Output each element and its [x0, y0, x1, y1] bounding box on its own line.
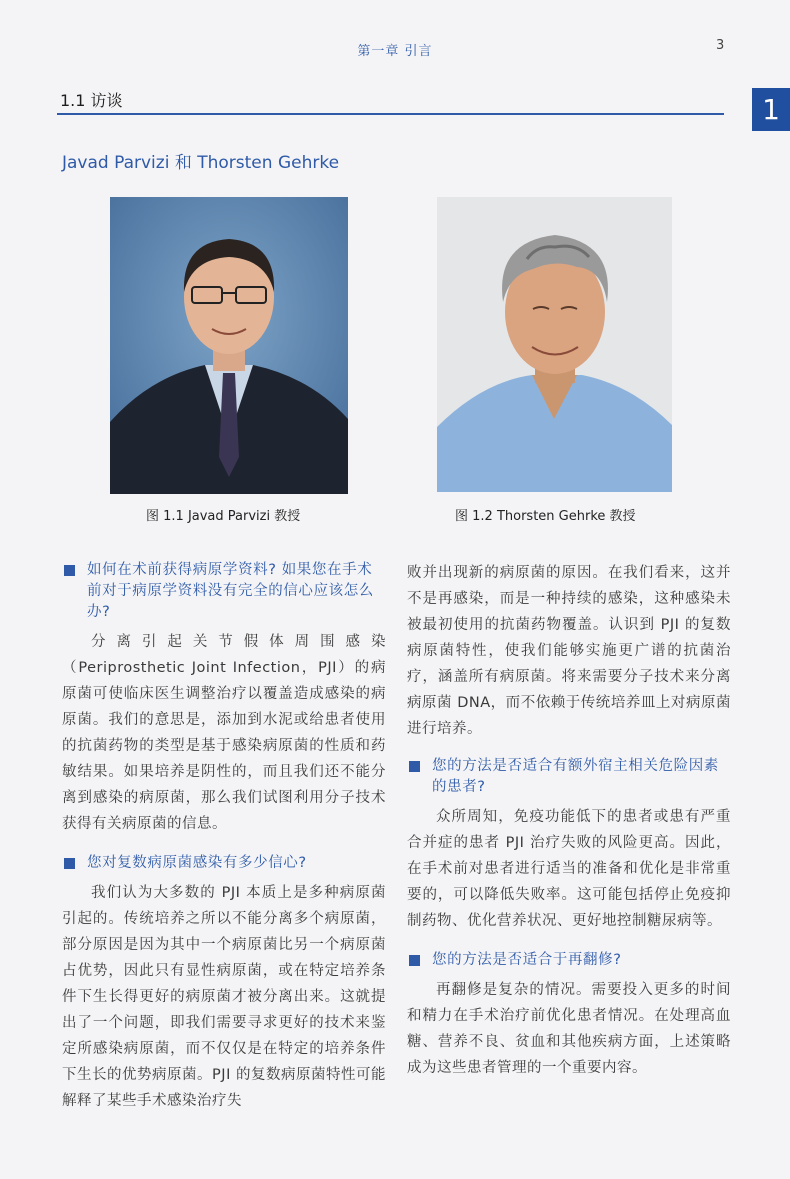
square-bullet-icon — [64, 565, 75, 576]
question-text: 您的方法是否适合于再翻修? — [432, 952, 622, 968]
answer-paragraph: 分离引起关节假体周围感染（Periprosthetic Joint Infection，PJI）的病原菌可使临床医生调整治疗以覆盖造成感染的病原菌。我们的意思是，添加到水泥或给患者使用的抗菌药物的类型是基于感染病原菌的性质和药敏结果。如果培养是阴性的，而且我们还不能分离到感染的病原菌，那么我们试图利用分子技术获得有关病原菌的信息。 — [62, 634, 386, 832]
question-heading — [62, 853, 386, 874]
right-column — [407, 560, 731, 1081]
answer-paragraph: 我们认为大多数的 PJI 本质上是多种病原菌引起的。传统培养之所以不能分离多个病原菌，部分原因是因为其中一个病原菌比另一个病原菌占优势，因此只有显性病原菌，或在特定培养条件下生长得更好的病原菌才被分离出来。这就提出了一个问题，即我们需要寻求更好的技术来鉴定所感染病原菌，而不仅仅是在特定的培养条件下生长的优势病原菌。PJI 的复数病原菌特性可能解释了某些手术感染治疗失 — [62, 885, 386, 1109]
square-bullet-icon — [409, 955, 420, 966]
portrait-photo-gehrke — [437, 197, 672, 492]
running-head: 第一章 引言 — [357, 44, 433, 59]
question-text: 您的方法是否适合有额外宿主相关危险因素的患者? — [432, 758, 719, 795]
square-bullet-icon — [64, 858, 75, 869]
figure-caption-2: 图 1.2 Thorsten Gehrke 教授 — [455, 509, 636, 524]
answer-paragraph: 众所周知，免疫功能低下的患者或患有严重合并症的患者 PJI 治疗失败的风险更高。因此，在手术前对患者进行适当的准备和优化是非常重要的，可以降低失败率。这可能包括停止免疫抑制药物、优化营养状况、更好地控制糖尿病等。 — [407, 809, 731, 929]
square-bullet-icon — [409, 761, 420, 772]
answer-paragraph-continued: 败并出现新的病原菌的原因。在我们看来，这并不是再感染，而是一种持续的感染，这种感染未被最初使用的抗菌药物覆盖。认识到 PJI 的复数病原菌特性，使我们能够实施更广谱的抗菌治疗，涵盖所有病原菌。将来需要分子技术来分离病原菌 DNA，而不依赖于传统培养皿上对病原菌进行培养。 — [407, 565, 731, 737]
question-text: 如何在术前获得病原学资料? 如果您在手术前对于病原学资料没有完全的信心应该怎么办? — [87, 562, 374, 620]
left-column — [62, 560, 386, 1114]
author-names: Javad Parvizi 和 Thorsten Gehrke — [62, 153, 340, 173]
question-heading — [62, 560, 386, 623]
answer-paragraph: 再翻修是复杂的情况。需要投入更多的时间和精力在手术治疗前优化患者情况。在处理高血糖、营养不良、贫血和其他疾病方面，上述策略成为这些患者管理的一个重要内容。 — [407, 982, 731, 1076]
portrait-photo-parvizi — [110, 197, 348, 494]
chapter-tab: 1 — [752, 88, 790, 131]
question-heading — [407, 756, 731, 798]
question-heading — [407, 950, 731, 971]
header-rule — [57, 113, 724, 115]
page-number: 3 — [716, 38, 725, 53]
question-text: 您对复数病原菌感染有多少信心? — [87, 855, 307, 871]
section-title: 1.1 访谈 — [60, 91, 123, 110]
figure-caption-1: 图 1.1 Javad Parvizi 教授 — [146, 509, 301, 524]
